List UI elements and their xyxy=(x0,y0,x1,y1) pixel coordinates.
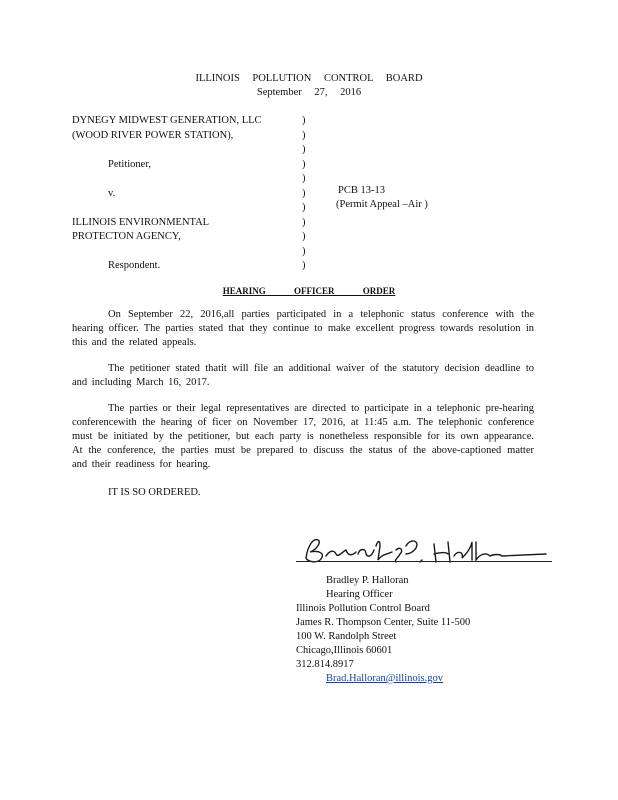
address-line-1: James R. Thompson Center, Suite 11-500 xyxy=(296,617,471,628)
caption-bracket: ) ) ) ) ) ) ) ) ) ) ) xyxy=(302,115,306,271)
signer-title: Hearing Officer xyxy=(326,589,393,600)
signer-org: Illinois Pollution Control Board xyxy=(296,603,430,614)
case-type: (Permit Appeal –Air ) xyxy=(336,199,428,210)
signature-line xyxy=(296,561,552,562)
signature-graphic xyxy=(296,532,552,568)
phone-number: 312.814.8917 xyxy=(296,659,354,670)
board-name: ILLINOIS POLLUTION CONTROL BOARD xyxy=(195,73,423,84)
paragraph-1-text: On September 22, 2016,all parties participated in a telephonic status conference with the hearing officer. The parties stated that they continue to make excellent progress towards resolution in this and the related appeals. xyxy=(72,309,534,348)
paragraph-3-text: The parties or their legal representatives are directed to participate in a telephonic pre-hearing conferencewith the hearing of ficer on November 17, 2016, at 11:45 a.m. The telephonic conference must be initiated by the petitioner, but each party is nonetheless responsible for its own appearance. At the conference, the parties must be prepared to discuss the status of the above-captioned matter and their readiness for hearing. xyxy=(72,403,534,470)
respondent-name-line-2: PROTECTON AGENCY, xyxy=(72,231,181,242)
versus-label: v. xyxy=(108,187,116,199)
handwritten-signature xyxy=(296,532,552,568)
address-line-2: 100 W. Randolph Street xyxy=(296,631,397,642)
document-date: September 27, 2016 xyxy=(256,87,362,98)
case-number: PCB 13-13 xyxy=(338,185,385,196)
petitioner-name-line-2: (WOOD RIVER POWER STATION), xyxy=(72,129,234,141)
order-title-text: HEARING OFFICER ORDER xyxy=(222,286,396,296)
order-title xyxy=(0,284,618,298)
respondent-label: Respondent. xyxy=(108,260,161,271)
petitioner-label: Petitioner, xyxy=(108,158,152,170)
paragraph-1 xyxy=(72,308,534,350)
case-caption xyxy=(72,114,262,274)
email-link[interactable]: Brad.Halloran@illinois.gov xyxy=(326,673,443,684)
paragraph-2-text: The petitioner stated thatit will file an additional waiver of the statutory decision deadline to and including March 16, 2017. xyxy=(72,363,534,388)
paragraph-2 xyxy=(72,362,534,390)
petitioner-name-line-1: DYNEGY MIDWEST GENERATION, LLC xyxy=(72,115,262,126)
paragraph-3 xyxy=(72,402,534,472)
document-header xyxy=(0,72,618,100)
case-info xyxy=(336,184,428,212)
signature-block xyxy=(296,574,470,686)
signer-name: Bradley P. Halloran xyxy=(326,575,409,586)
respondent-name-line-1: ILLINOIS ENVIRONMENTAL xyxy=(72,216,210,228)
so-ordered: IT IS SO ORDERED. xyxy=(108,487,201,498)
address-city: Chicago,Illinois 60601 xyxy=(296,645,393,656)
